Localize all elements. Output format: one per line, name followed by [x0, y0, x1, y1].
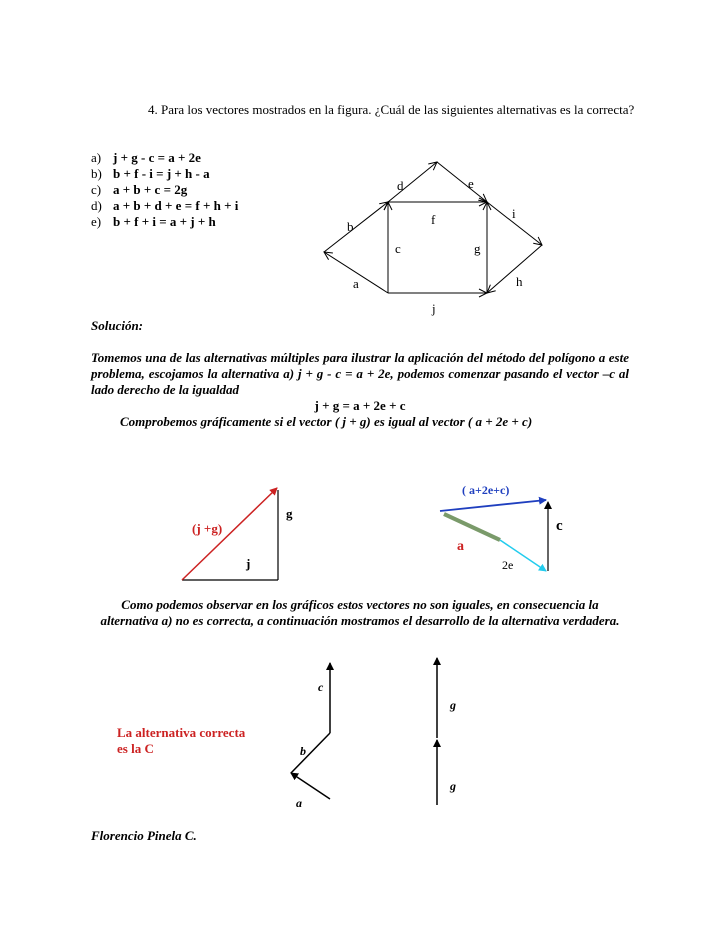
label-a: a [353, 276, 359, 291]
solution-heading: Solución: [91, 318, 144, 333]
diagram-a-2e-c [430, 480, 580, 590]
question-text: Para los vectores mostrados en la figura. ¿Cuál de las siguientes alternativas es la correcta? [161, 102, 635, 117]
option-letter: e) [91, 214, 102, 229]
diagram-a-b-c [270, 655, 350, 815]
label-g: g [474, 241, 481, 256]
label-j: j [432, 301, 436, 316]
label-f: f [431, 212, 436, 227]
vector-d [388, 162, 437, 202]
options-list [91, 150, 238, 230]
correct-note-line1: La alternativa correcta [117, 725, 246, 740]
option-letter: d) [91, 198, 102, 213]
label-2e: 2e [502, 558, 514, 572]
label-b: b [347, 219, 354, 234]
solution-check: Comprobemos gráficamente si el vector ( j + g) es igual al vector ( a + 2e + c) [120, 414, 533, 429]
label-c: c [556, 518, 563, 534]
vector-b-line [291, 733, 330, 773]
option-b [91, 166, 238, 182]
option-text: a + b + c = 2g [113, 182, 188, 197]
vector-b [324, 202, 388, 252]
option-letter: b) [91, 166, 102, 181]
vector-a-line [444, 514, 500, 540]
option-text: b + f + i = a + j + h [113, 214, 216, 229]
option-text: b + f - i = j + h - a [113, 166, 210, 181]
option-d [91, 198, 238, 214]
diagram-j-plus-g [170, 480, 310, 590]
label-j: j [246, 556, 251, 571]
option-text: j + g - c = a + 2e [113, 150, 201, 165]
label-a: a [296, 796, 302, 810]
label-sum-jg: (j +g) [192, 521, 223, 536]
correct-note-line2: es la C [117, 741, 154, 756]
conclusion: Como podemos observar en los gráficos estos vectores no son iguales, en consecuencia la alternativa a) no es correcta, a continuación mostramos el desarrollo de la alternativa verdadera. [100, 597, 620, 628]
label-g: g [286, 506, 293, 521]
label-b: b [300, 744, 306, 758]
correct-note [117, 725, 245, 757]
option-letter: c) [91, 182, 102, 197]
solution-equation: j + g = a + 2e + c [314, 398, 406, 413]
label-g2: g [450, 779, 456, 793]
label-g1: g [450, 698, 456, 712]
question-number: 4. [148, 102, 158, 117]
label-h: h [516, 274, 523, 289]
label-d: d [397, 178, 404, 193]
author: Florencio Pinela C. [91, 828, 197, 843]
label-sum-a2ec: ( a+2e+c) [462, 483, 510, 497]
label-e: e [468, 176, 474, 191]
option-text: a + b + d + e = f + h + i [113, 198, 239, 213]
vector-e [437, 162, 487, 202]
option-e [91, 214, 238, 230]
vector-h [487, 245, 542, 293]
option-c [91, 182, 238, 198]
label-c: c [318, 680, 324, 694]
diagram-2g [420, 650, 480, 810]
label-c: c [395, 241, 401, 256]
question [148, 100, 648, 120]
label-i: i [512, 206, 516, 221]
vector-sum-a2ec [440, 500, 546, 511]
option-a [91, 150, 238, 166]
solution-paragraph: Tomemos una de las alternativas múltiples para ilustrar la aplicación del método del polígono a este problema, escojamos la alternativa a) j + g - c = a + 2e, podemos comenzar pasando el vector –c al lado derecho de la igualdad [91, 350, 629, 397]
option-letter: a) [91, 150, 102, 165]
vector-figure [300, 150, 560, 320]
label-a: a [457, 539, 464, 554]
